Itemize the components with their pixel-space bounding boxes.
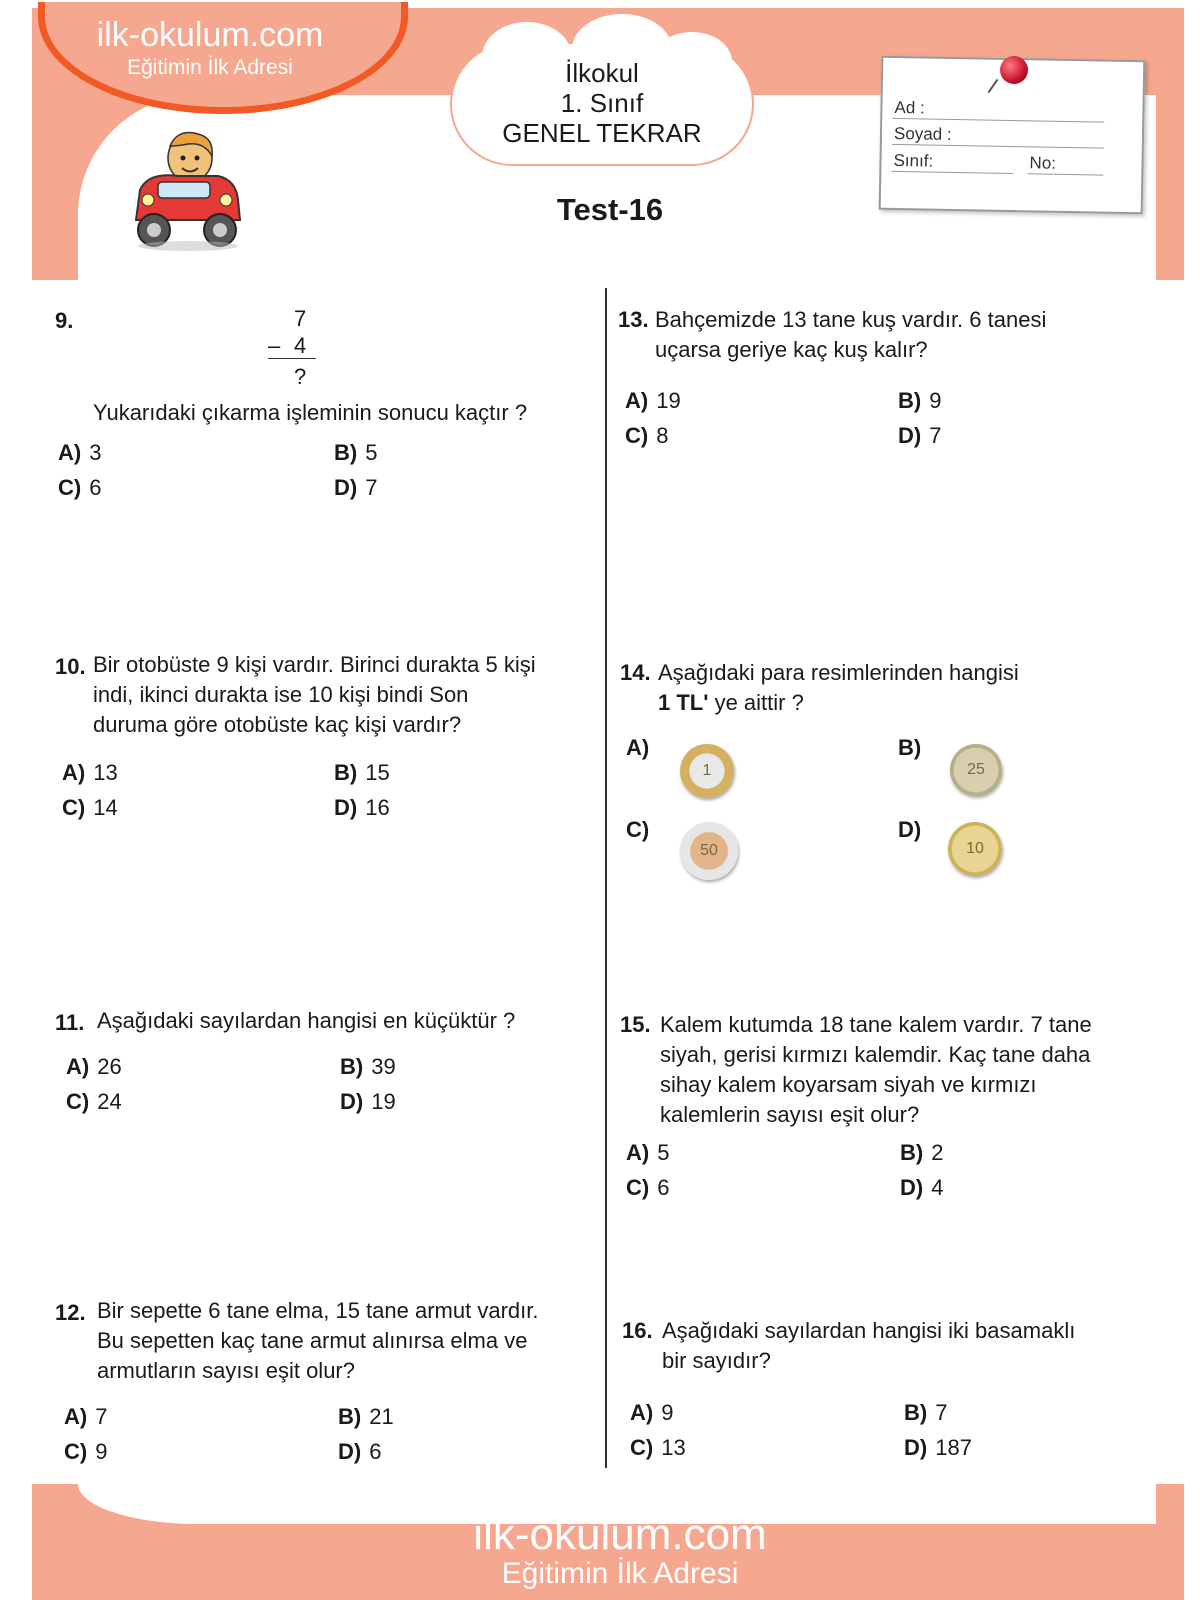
- question-14-number: 14.: [620, 660, 651, 685]
- question-12-number: 12.: [55, 1300, 86, 1325]
- q9-result-line: [268, 358, 316, 359]
- q14-coin-c-icon[interactable]: 50: [680, 822, 738, 880]
- q14-coin-d-icon[interactable]: 10: [948, 822, 1002, 876]
- header-title: [452, 58, 752, 148]
- number-field-label: No:: [1027, 153, 1103, 175]
- q12-option-c[interactable]: C) 9: [64, 1439, 108, 1464]
- q11-option-c[interactable]: C) 24: [66, 1089, 122, 1114]
- q15-option-d[interactable]: D) 4: [900, 1175, 944, 1200]
- q10-option-b[interactable]: B) 15: [334, 760, 390, 785]
- q13-option-b[interactable]: B) 9: [898, 388, 942, 413]
- q9-option-b[interactable]: B) 5: [334, 440, 378, 465]
- q13-option-d[interactable]: D) 7: [898, 423, 942, 448]
- q13-option-a[interactable]: A) 19: [625, 388, 681, 413]
- q14-coin-a-icon[interactable]: 1: [680, 744, 734, 798]
- thought-dot: [290, 190, 310, 204]
- q12-option-d[interactable]: D) 6: [338, 1439, 382, 1464]
- q13-option-c[interactable]: C) 8: [625, 423, 669, 448]
- q9-option-a[interactable]: A) 3: [58, 440, 102, 465]
- q9-option-d[interactable]: D) 7: [334, 475, 378, 500]
- question-15-text: Kalem kutumda 18 tane kalem vardır. 7 tane siyah, gerisi kırmızı kalemdir. Kaç tane daha sihay kalem koyarsam siyah ve kırmızı kalemlerin sayısı eşit olur?: [660, 1012, 1092, 1127]
- header-line-2: 1. Sınıf: [560, 88, 644, 118]
- q11-option-a[interactable]: A) 26: [66, 1054, 122, 1079]
- push-pin-icon: [1000, 56, 1028, 84]
- footer-subtitle: Eğitimin İlk Adresi: [501, 1557, 739, 1590]
- question-10-text: Bir otobüste 9 kişi vardır. Birinci durakta 5 kişi indi, ikinci durakta ise 10 kişi bindi Son duruma göre otobüste kaç kişi vardır?: [93, 652, 536, 737]
- question-15-number: 15.: [620, 1012, 651, 1037]
- q16-option-b[interactable]: B) 7: [904, 1400, 948, 1425]
- q14-bold-amount: 1 TL': [658, 690, 709, 715]
- thought-dot: [410, 152, 446, 176]
- question-13-text: Bahçemizde 13 tane kuş vardır. 6 tanesi uçarsa geriye kaç kuş kalır?: [655, 307, 1047, 362]
- q16-option-a[interactable]: A) 9: [630, 1400, 674, 1425]
- q14-option-d-label[interactable]: D): [898, 817, 922, 842]
- q10-option-a[interactable]: A) 13: [62, 760, 118, 785]
- name-field-label: Ad :: [892, 98, 1104, 123]
- class-field-label: Sınıf:: [891, 151, 1013, 174]
- q14-coin-b-icon[interactable]: 25: [950, 744, 1002, 796]
- q11-option-d[interactable]: D) 19: [340, 1089, 396, 1114]
- question-12-text: Bir sepette 6 tane elma, 15 tane armut vardır. Bu sepetten kaç tane armut alınırsa elma ve armutların sayısı eşit olur?: [97, 1298, 539, 1383]
- q9-subtrahend: 4: [294, 333, 307, 358]
- q14-option-b-label[interactable]: B): [898, 735, 922, 760]
- q10-option-c[interactable]: C) 14: [62, 795, 118, 820]
- q15-option-c[interactable]: C) 6: [626, 1175, 670, 1200]
- q16-option-d[interactable]: D) 187: [904, 1435, 972, 1460]
- q9-result: ?: [294, 364, 307, 389]
- q10-option-d[interactable]: D) 16: [334, 795, 390, 820]
- q15-option-a[interactable]: A) 5: [626, 1140, 670, 1165]
- thought-dot: [325, 178, 349, 194]
- q9-option-c[interactable]: C) 6: [58, 475, 102, 500]
- question-14-text: Aşağıdaki para resimlerinden hangisi 1 TL' ye aittir ?: [658, 660, 1019, 715]
- column-divider: [605, 288, 607, 1468]
- question-11-text: Aşağıdaki sayılardan hangisi en küçüktür ?: [97, 1008, 516, 1033]
- logo-title: ilk-okulum.com: [96, 16, 324, 54]
- test-title: Test-16: [556, 192, 664, 227]
- q12-option-a[interactable]: A) 7: [64, 1404, 108, 1429]
- question-11-number: 11.: [55, 1010, 85, 1035]
- header-line-3: GENEL TEKRAR: [502, 118, 702, 148]
- surname-field-label: Soyad :: [892, 124, 1104, 149]
- car-illustration: [128, 128, 246, 253]
- header-line-1: İlkokul: [565, 58, 639, 88]
- question-9-text: Yukarıdaki çıkarma işleminin sonucu kaçtır ?: [93, 400, 528, 425]
- q12-option-b[interactable]: B) 21: [338, 1404, 394, 1429]
- logo-subtitle: Eğitimin İlk Adresi: [127, 56, 293, 79]
- q9-minuend: 7: [294, 306, 307, 331]
- q15-option-b[interactable]: B) 2: [900, 1140, 944, 1165]
- question-10-number: 10.: [55, 654, 86, 679]
- question-9-number: 9.: [55, 308, 74, 333]
- footer-title: ilk-okulum.com: [473, 1510, 767, 1559]
- q11-option-b[interactable]: B) 39: [340, 1054, 396, 1079]
- q16-option-c[interactable]: C) 13: [630, 1435, 686, 1460]
- q9-minus-sign: –: [268, 333, 281, 358]
- q14-option-a-label[interactable]: A): [626, 735, 650, 760]
- q14-option-c-label[interactable]: C): [626, 817, 650, 842]
- question-16-number: 16.: [622, 1318, 653, 1343]
- question-13-number: 13.: [618, 307, 649, 332]
- question-16-text: Aşağıdaki sayılardan hangisi iki basamaklı bir sayıdır?: [662, 1318, 1076, 1373]
- thought-dot: [262, 200, 278, 212]
- thought-dot: [365, 165, 395, 185]
